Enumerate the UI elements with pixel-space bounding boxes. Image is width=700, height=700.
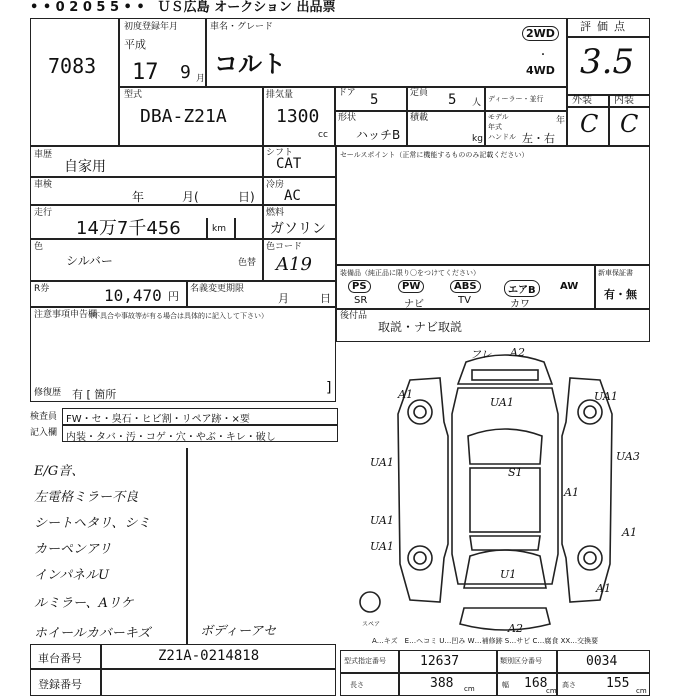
color-label: 色 xyxy=(34,242,44,252)
doors: 5 xyxy=(370,92,379,108)
height-label: 高さ xyxy=(562,681,576,689)
mark-rr-a1: A1 xyxy=(622,526,637,539)
mark-l2-ua1: UA1 xyxy=(370,514,394,527)
capacity-unit: 人 xyxy=(472,98,482,108)
mark-rear-u1: U1 xyxy=(500,568,517,581)
inspection-day: 日) xyxy=(238,190,255,204)
era: 平成 xyxy=(124,38,146,51)
mark-lf-a1: A1 xyxy=(398,388,413,401)
equip-airbag: エアB xyxy=(504,280,540,297)
capacity-label: 定員 xyxy=(410,88,429,98)
color-code: A19 xyxy=(276,254,312,275)
inspector-row-2: 内装・タバ・汚・コゲ・穴・やぶ・キレ・破し xyxy=(66,432,276,443)
note-3: シートヘタリ、シミ xyxy=(34,516,151,531)
handle-label: ハンドル xyxy=(488,133,516,141)
sales-point-label: セールスポイント（正常に機能するもののみ記載ください） xyxy=(340,151,529,159)
registration-label: 登録番号 xyxy=(38,678,82,691)
extras-value: 取説・ナビ取説 xyxy=(378,320,463,334)
body-label: 形状 xyxy=(338,113,357,123)
interior-grade: C xyxy=(620,110,639,138)
length-unit: cm xyxy=(464,685,475,693)
model-year-unit: 年 xyxy=(556,116,566,126)
class-label: 類別区分番号 xyxy=(500,657,542,665)
mark-rear-a2: A2 xyxy=(508,622,523,635)
grade-score: 3.5 xyxy=(580,42,635,82)
equip-ps: PS xyxy=(348,280,371,293)
mark-lr-ua1: UA1 xyxy=(370,540,394,553)
mark-l-ua1: UA1 xyxy=(370,456,394,469)
header-text: • • 0 2 0 5 5 • • ＵＳ広島 オークション 出品票 xyxy=(30,0,336,15)
aircon-value: AC xyxy=(284,188,301,204)
mileage-label: 走行 xyxy=(34,208,53,218)
reg-year: 17 xyxy=(132,60,159,85)
grade-label: 評価点 xyxy=(580,20,631,33)
height-value: 155 xyxy=(606,676,630,691)
inspector-row-1: FW・セ・臭石・ヒビ割・リペア跡・×要 xyxy=(66,414,250,425)
color-code-label: 色コード xyxy=(266,242,303,252)
cc-unit: cc xyxy=(318,130,328,140)
usage-label: 車歴 xyxy=(34,150,53,160)
mark-front-note: フレ xyxy=(470,348,492,361)
cert-label: 型式指定番号 xyxy=(344,657,386,665)
drive-2wd: 2WD xyxy=(522,26,559,41)
mileage-unit: km xyxy=(212,224,226,234)
recycle-label: R券 xyxy=(34,284,50,294)
month-unit: 月 xyxy=(196,74,206,84)
repair-value: 有 [ 箇所 xyxy=(72,388,117,401)
note-4: カーペンアリ xyxy=(34,542,112,557)
notes-sub: （不具合や事故等が有る場合は具体的に記入して下さい） xyxy=(86,312,268,320)
length-value: 388 xyxy=(430,676,454,691)
interior-label: 内装 xyxy=(614,95,634,106)
note-5: インパネルU xyxy=(34,568,110,583)
body-type: ハッチB xyxy=(356,128,401,142)
equip-navi: ナビ xyxy=(404,299,424,310)
equip-abs: ABS xyxy=(450,280,481,293)
note-6: ルミラー、Aリケ xyxy=(34,596,134,611)
usage-value: 自家用 xyxy=(64,159,106,175)
spare-label: スペア xyxy=(362,621,381,628)
mark-front-a2: A2 xyxy=(510,346,525,359)
length-label: 長さ xyxy=(350,681,364,689)
reg-month: 9 xyxy=(180,62,191,83)
mileage-value: 14万7千456 xyxy=(76,218,181,239)
mark-rr2-a1: A1 xyxy=(596,582,611,595)
width-unit: cm xyxy=(546,687,557,695)
repaint-label: 色替 xyxy=(238,258,257,268)
car-name: コルト xyxy=(214,50,286,78)
width-label: 幅 xyxy=(502,681,509,689)
equip-tv: TV xyxy=(458,295,471,306)
doors-label: ドア xyxy=(338,88,356,98)
load-unit: kg xyxy=(472,134,483,144)
mark-hood-ua1: UA1 xyxy=(490,396,514,409)
note-7: ホイールカバーキズ xyxy=(34,626,151,641)
inspector-label-1: 検査員 xyxy=(30,412,58,422)
drive-4wd: 4WD xyxy=(526,64,555,77)
tax-month: 月 xyxy=(278,292,289,305)
shift-label: シフト xyxy=(266,148,294,158)
equipment-label: 装備品（純正品に限り〇をつけてください） xyxy=(340,269,480,277)
class-value: 0034 xyxy=(586,654,618,669)
tax-label: 名義変更期限 xyxy=(190,284,245,294)
mark-r-a1: A1 xyxy=(564,486,579,499)
shift-value: CAT xyxy=(276,156,302,172)
note-side: ボディーアセ xyxy=(200,624,277,639)
equip-pw: PW xyxy=(398,280,424,293)
manual-label: 新車保証書 xyxy=(598,269,633,277)
manual-value: 有・無 xyxy=(604,288,637,301)
chassis-label: 車台番号 xyxy=(38,652,82,665)
tax-day: 日 xyxy=(320,292,331,305)
dealer-label: ディーラー・並行 xyxy=(488,95,544,103)
fuel-label: 燃料 xyxy=(266,208,285,218)
diagram-legend: A…キズ E…ヘコミ U…凹み W…補修跡 S…サビ C…腐食 XX…交換要 xyxy=(372,637,599,645)
note-2: 左電格ミラー不良 xyxy=(34,490,139,505)
recycle-unit: 円 xyxy=(168,290,179,303)
handle-value: 左・右 xyxy=(522,132,555,145)
exterior-grade: C xyxy=(580,110,599,138)
inspection-year: 年 xyxy=(132,190,145,204)
equip-aw: AW xyxy=(560,281,579,292)
repair-label: 修復歴 xyxy=(34,388,62,398)
capacity: 5 xyxy=(448,92,457,108)
first-reg-label: 初度登録年月 xyxy=(124,22,179,32)
inspection-label: 車検 xyxy=(34,180,53,190)
aircon-label: 冷房 xyxy=(266,180,285,190)
mark-r-ua3: UA3 xyxy=(616,450,640,463)
note-1: E/G音、 xyxy=(34,464,85,479)
model-year-label: モデル年式 xyxy=(488,113,509,131)
height-unit: cm xyxy=(636,687,647,695)
model-value: DBA-Z21A xyxy=(140,106,227,127)
equip-leather: カワ xyxy=(510,299,530,310)
width-value: 168 xyxy=(524,676,548,691)
displacement: 1300 xyxy=(276,106,320,127)
mark-roof-s1: S1 xyxy=(508,466,523,479)
model-label: 型式 xyxy=(124,90,143,100)
name-label: 車名・グレード xyxy=(210,22,274,32)
lot-number: 7083 xyxy=(48,54,97,78)
equip-sr: SR xyxy=(354,295,368,306)
chassis-value: Z21A-0214818 xyxy=(158,648,260,664)
cert-value: 12637 xyxy=(420,654,460,669)
car-damage-diagram xyxy=(340,344,650,640)
inspection-month: 月( xyxy=(182,190,199,204)
inspector-label-2: 記入欄 xyxy=(30,428,58,438)
fuel-value: ガソリン xyxy=(270,221,326,237)
mark-rf-ua1: UA1 xyxy=(594,390,618,403)
notes-label: 注意事項申告欄 xyxy=(34,310,98,320)
middle-right-frame xyxy=(336,146,650,342)
recycle-value: 10,470 xyxy=(104,286,162,305)
displacement-label: 排気量 xyxy=(266,90,294,100)
load-label: 積載 xyxy=(410,113,429,123)
extras-label: 後付品 xyxy=(340,311,368,321)
exterior-label: 外装 xyxy=(572,95,592,106)
color-value: シルバー xyxy=(66,254,113,268)
